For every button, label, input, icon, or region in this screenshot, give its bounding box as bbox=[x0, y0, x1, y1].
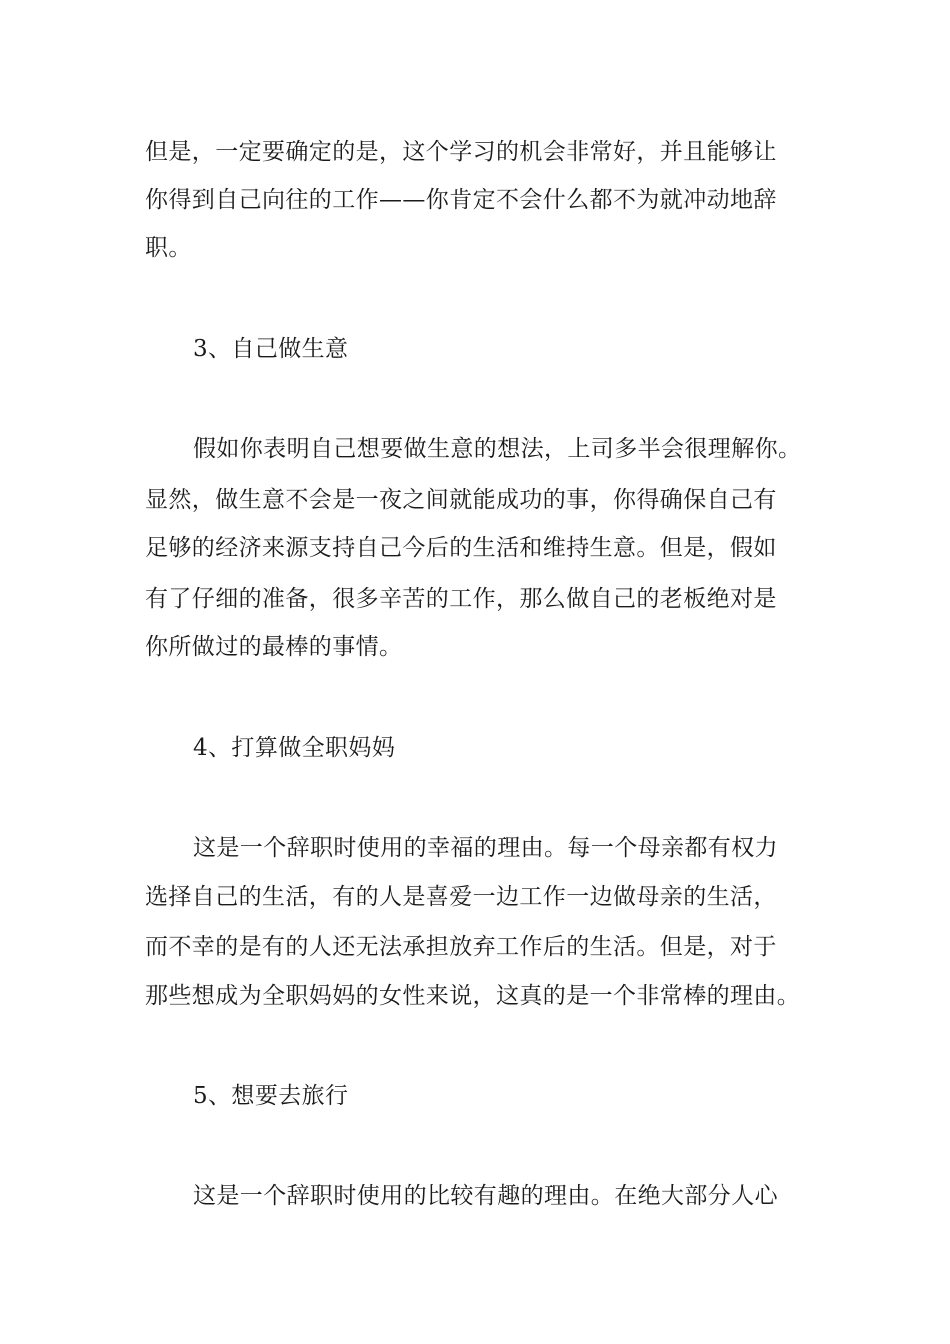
paragraph-line: 你得到自己向往的工作——你肯定不会什么都不为就冲动地辞 bbox=[145, 187, 777, 213]
paragraph-line: 显然，做生意不会是一夜之间就能成功的事，你得确保自己有 bbox=[145, 487, 777, 513]
paragraph-line: 而不幸的是有的人还无法承担放弃工作后的生活。但是，对于 bbox=[145, 934, 777, 960]
paragraph-line: 足够的经济来源支持自己今后的生活和维持生意。但是，假如 bbox=[145, 535, 777, 561]
section-heading-4: 4、打算做全职妈妈 bbox=[193, 735, 396, 761]
section-heading-3: 3、自己做生意 bbox=[193, 336, 349, 362]
paragraph-line: 职。 bbox=[145, 235, 192, 261]
section-heading-5: 5、想要去旅行 bbox=[193, 1083, 349, 1109]
paragraph-line: 你所做过的最棒的事情。 bbox=[145, 634, 403, 660]
paragraph-line: 那些想成为全职妈妈的女性来说，这真的是一个非常棒的理由。 bbox=[145, 983, 801, 1009]
paragraph-line: 有了仔细的准备，很多辛苦的工作，那么做自己的老板绝对是 bbox=[145, 586, 777, 612]
paragraph-line: 选择自己的生活，有的人是喜爱一边工作一边做母亲的生活， bbox=[145, 884, 777, 910]
paragraph-line: 这是一个辞职时使用的比较有趣的理由。在绝大部分人心 bbox=[193, 1183, 778, 1209]
paragraph-line: 但是，一定要确定的是，这个学习的机会非常好，并且能够让 bbox=[145, 139, 777, 165]
paragraph-line: 这是一个辞职时使用的幸福的理由。每一个母亲都有权力 bbox=[193, 835, 778, 861]
paragraph-line: 假如你表明自己想要做生意的想法，上司多半会很理解你。 bbox=[193, 436, 802, 462]
